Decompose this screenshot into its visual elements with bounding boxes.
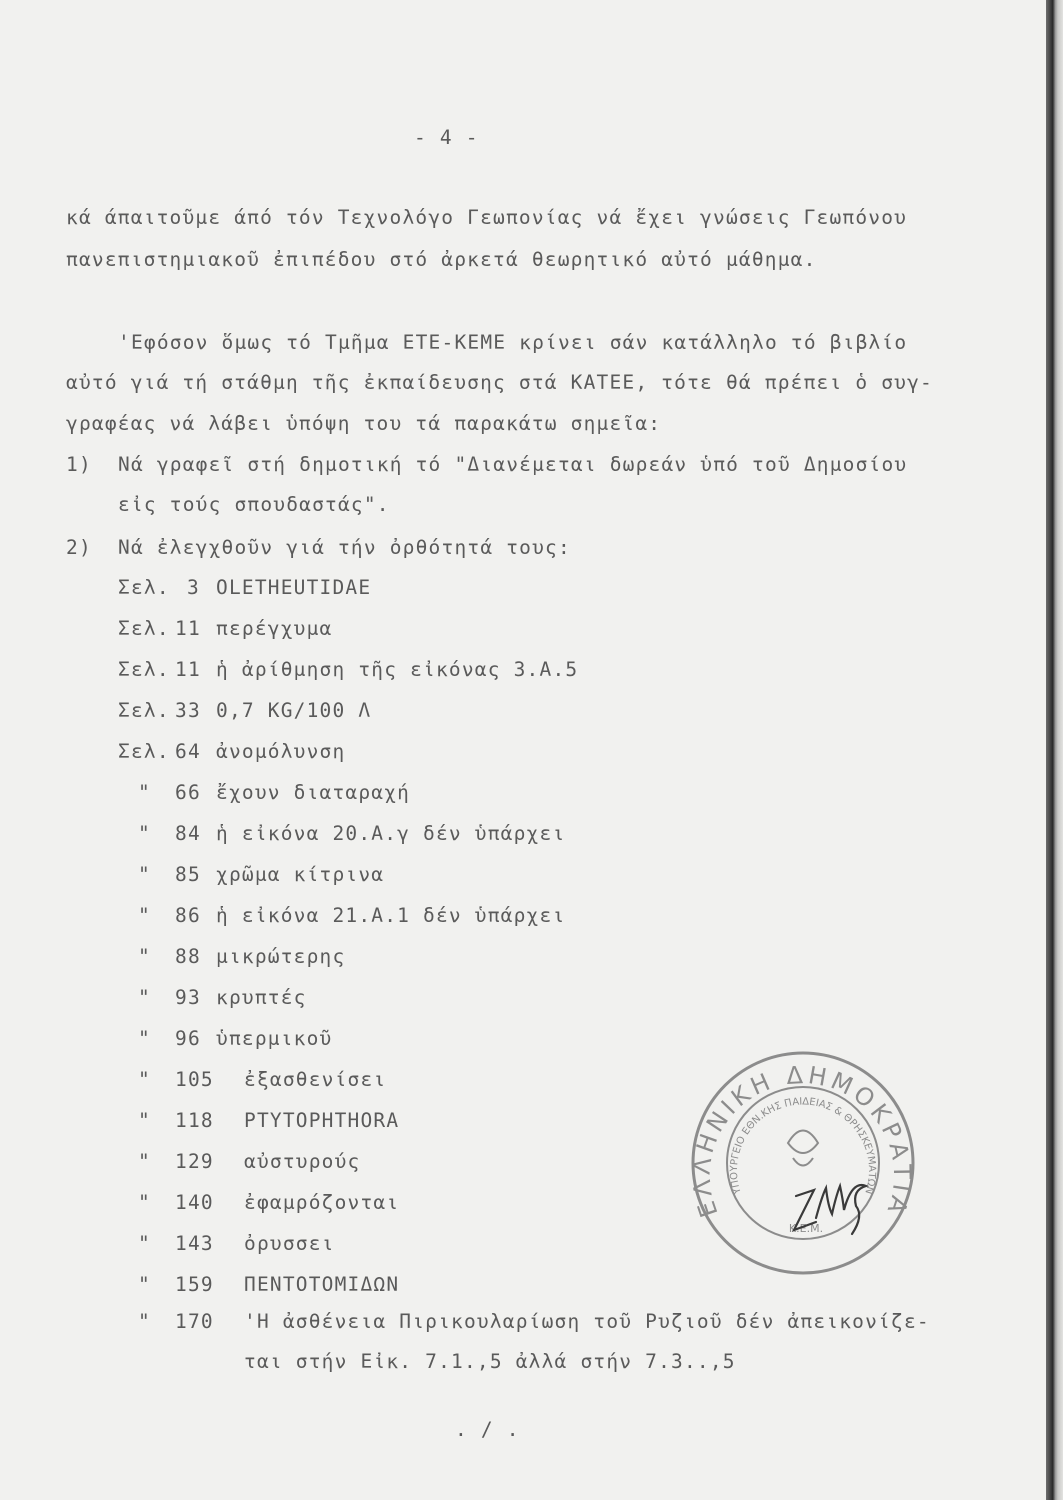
correction-text: χρῶμα κίτρινα [216, 863, 385, 886]
page-number-ref: 140 [175, 1191, 214, 1214]
page-prefix: Σελ. [118, 576, 170, 599]
page-prefix: Σελ. [118, 658, 170, 681]
stamp-outer-text: ΕΛΛΗΝΙΚΗ ΔΗΜΟΚΡΑΤΙΑ [688, 1060, 917, 1221]
page-number-ref: 118 [175, 1109, 214, 1132]
correction-text: κρυπτές [216, 986, 307, 1009]
stamp-bottom-text: Κ.Ε.Μ. [788, 1222, 824, 1235]
binder-edge [1046, 0, 1063, 1500]
page-prefix: Σελ. [118, 740, 170, 763]
ditto-mark: " [138, 1068, 150, 1091]
correction-continuation: ται στήν Εἰκ. 7.1.,5 ἀλλά στήν 7.3..,5 [244, 1350, 736, 1373]
ditto-mark: " [138, 863, 150, 886]
page-number-ref: 85 [175, 863, 201, 886]
correction-text: OLETHEUTIDAE [216, 576, 372, 599]
ditto-mark: " [138, 1150, 150, 1173]
page-number-ref: 3 [187, 576, 200, 599]
correction-text: ἐξασθενίσει [244, 1068, 387, 1091]
point-2-number: 2) [66, 536, 92, 559]
point-1-line-2: εἰς τούς σπουδαστάς". [118, 493, 390, 516]
signature-icon [794, 1185, 866, 1234]
point-1-line-1: Νά γραφεῖ στή δημοτική τό "Διανέμεται δωρεάν ὑπό τοῦ Δημοσίου [118, 453, 908, 476]
ditto-mark: " [138, 945, 150, 968]
stamp-emblem-icon [788, 1131, 818, 1166]
ditto-mark: " [138, 781, 150, 804]
correction-text: ἐφαμρόζονται [244, 1191, 400, 1214]
continuation-mark: . / . [455, 1418, 520, 1441]
page-number-ref: 64 [175, 740, 201, 763]
ditto-mark: " [138, 1310, 150, 1333]
page-number-ref: 86 [175, 904, 201, 927]
point-2-text: Νά ἐλεγχθοῦν γιά τήν ὀρθότητά τους: [118, 536, 571, 559]
correction-text: ἀνομόλυνση [216, 740, 346, 763]
page-number-ref: 88 [175, 945, 201, 968]
ditto-mark: " [138, 986, 150, 1009]
ditto-mark: " [138, 1109, 150, 1132]
correction-text: ἡ εἰκόνα 20.Α.γ δέν ὑπάρχει [216, 822, 566, 845]
correction-text: αὐστυρούς [244, 1150, 361, 1173]
page-number: - 4 - [414, 126, 479, 149]
paragraph-1-line-2: πανεπιστημιακοῦ ἐπιπέδου στό ἀρκετά θεωρητικό αὐτό μάθημα. [66, 248, 817, 271]
page-number-ref: 96 [175, 1027, 201, 1050]
correction-text: ὑπερμικοῦ [216, 1027, 333, 1050]
page-number-ref: 143 [175, 1232, 214, 1255]
correction-text: μικρώτερης [216, 945, 346, 968]
ditto-mark: " [138, 904, 150, 927]
correction-text: περέγχυμα [216, 617, 333, 640]
ditto-mark: " [138, 1232, 150, 1255]
page-number-ref: 159 [175, 1273, 214, 1296]
page-prefix: Σελ. [118, 699, 170, 722]
page-number-ref: 105 [175, 1068, 214, 1091]
page-number-ref: 129 [175, 1150, 214, 1173]
page-number-ref: 33 [175, 699, 201, 722]
page-prefix: Σελ. [118, 617, 170, 640]
point-1-number: 1) [66, 453, 92, 476]
paragraph-2-line-2: αὐτό γιά τή στάθμη τῆς ἐκπαίδευσης στά ΚΑΤΕΕ, τότε θά πρέπει ὁ συγ- [66, 371, 933, 394]
page-number-ref: 93 [175, 986, 201, 1009]
ditto-mark: " [138, 1027, 150, 1050]
page-number-ref: 11 [175, 658, 201, 681]
correction-text: PTYTOPHTHORA [244, 1109, 400, 1132]
page-number-ref: 66 [175, 781, 201, 804]
paragraph-2-line-3: γραφέας νά λάβει ὑπόψη του τά παρακάτω σημεῖα: [66, 412, 662, 435]
correction-text: 'Η ἀσθένεια Πιρικουλαρίωση τοῦ Ρυζιοῦ δέν ἀπεικονίζε- [244, 1310, 930, 1333]
correction-text: ἡ εἰκόνα 21.Α.1 δέν ὑπάρχει [216, 904, 566, 927]
paragraph-1-line-1: κά άπαιτοῦμε άπό τόν Τεχνολόγο Γεωπονίας νά ἔχει γνώσεις Γεωπόνου [66, 206, 908, 229]
correction-text: ἡ ἀρίθμηση τῆς εἰκόνας 3.Α.5 [216, 658, 579, 681]
page-number-ref: 170 [175, 1310, 214, 1333]
page-number-ref: 84 [175, 822, 201, 845]
page-number-ref: 11 [175, 617, 201, 640]
correction-text: 0,7 KG/100 Λ [216, 699, 372, 722]
ditto-mark: " [138, 1191, 150, 1214]
correction-text: ΠΕΝΤΟΤΟΜΙΔΩΝ [244, 1273, 400, 1296]
ditto-mark: " [138, 1273, 150, 1296]
correction-text: ἔχουν διαταραχή [216, 781, 411, 804]
official-stamp [688, 1048, 918, 1278]
paragraph-2-line-1: 'Εφόσον ὅμως τό Τμῆμα ΕΤΕ-ΚΕΜΕ κρίνει σάν κατάλληλο τό βιβλίο [118, 331, 908, 354]
ditto-mark: " [138, 822, 150, 845]
correction-text: ὀρυσσει [244, 1232, 335, 1255]
stamp-inner-text: ΥΠΟΥΡΓΕΙΟ ΕΘΝ.ΚΗΣ ΠΑΙΔΕΙΑΣ & ΘΡΗΣΚΕΥΜΑΤΩΝ [728, 1096, 878, 1196]
